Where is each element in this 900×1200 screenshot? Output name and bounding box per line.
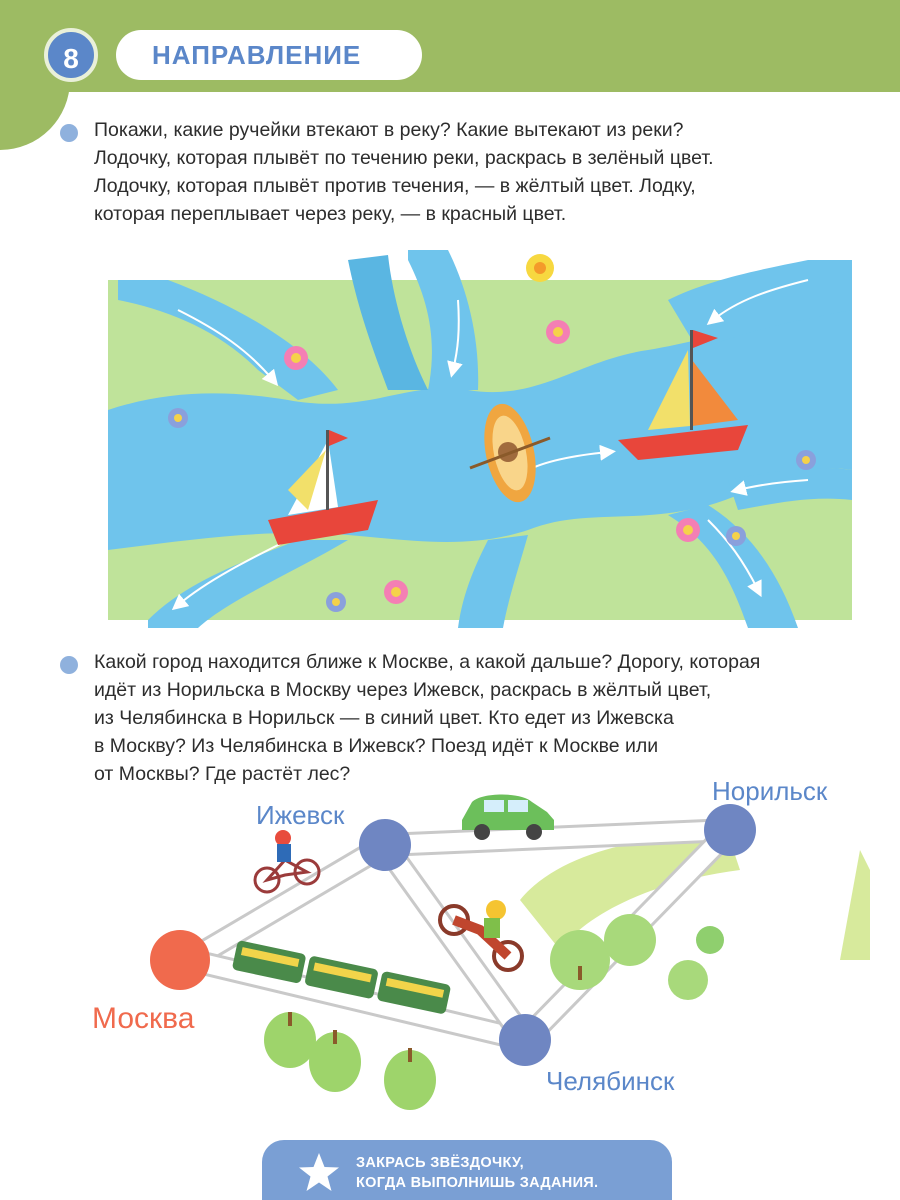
page-title: НАПРАВЛЕНИЕ	[152, 40, 362, 70]
city-node-izhevsk	[359, 819, 411, 871]
task1-line: Покажи, какие ручейки втекают в реку? Какие вытекают из реки?	[94, 119, 684, 141]
task2-line: в Москву? Из Челябинска в Ижевск? Поезд идёт к Москве или	[94, 735, 659, 757]
flower	[796, 450, 816, 470]
task2-line: из Челябинска в Норильск — в синий цвет. Кто едет из Ижевска	[94, 707, 674, 729]
river-illustration	[108, 240, 852, 628]
flower	[726, 526, 746, 546]
task1-line: Лодочку, которая плывёт по течению реки, раскрась в зелёный цвет.	[94, 147, 714, 169]
grass-patch	[840, 850, 870, 960]
task2-bullet-icon	[60, 656, 78, 674]
city-node-chelyabinsk	[499, 1014, 551, 1066]
flower	[326, 592, 346, 612]
city-node-moscow	[150, 930, 210, 990]
task2-line: от Москвы? Где растёт лес?	[94, 763, 351, 785]
tree	[696, 926, 724, 954]
city-label-moscow: Москва	[92, 1002, 195, 1035]
city-label-chelyabinsk: Челябинск	[546, 1066, 675, 1096]
footer-text	[356, 1153, 598, 1193]
task1-line: Лодочку, которая плывёт против течения, — в жёлтый цвет. Лодку,	[94, 175, 696, 197]
tree	[604, 914, 656, 966]
tree	[264, 1012, 316, 1068]
flower	[546, 320, 570, 344]
flower	[676, 518, 700, 542]
city-label-norilsk: Норильск	[712, 776, 828, 806]
city-node-norilsk	[704, 804, 756, 856]
flower	[384, 580, 408, 604]
route-map	[140, 790, 870, 1120]
star-icon[interactable]	[296, 1150, 342, 1196]
flower	[526, 254, 554, 282]
city-label-izhevsk: Ижевск	[256, 800, 345, 830]
task2-line: Какой город находится ближе к Москве, а какой дальше? Дорогу, которая	[94, 651, 761, 673]
tree	[309, 1030, 361, 1092]
tree	[550, 930, 610, 990]
footer-line: ЗАКРАСЬ ЗВЁЗДОЧКУ,	[356, 1155, 524, 1171]
bicycle	[255, 830, 319, 892]
flower	[168, 408, 188, 428]
task1-line: которая переплывает через реку, — в красный цвет.	[94, 203, 567, 225]
tree	[384, 1048, 436, 1110]
page-number: 8	[44, 28, 98, 82]
tree	[668, 960, 708, 1000]
task1-bullet-icon	[60, 124, 78, 142]
task1-text	[94, 116, 714, 228]
flower	[284, 346, 308, 370]
task2-line: идёт из Норильска в Москву через Ижевск, раскрась в жёлтый цвет,	[94, 679, 712, 701]
footer-line: КОГДА ВЫПОЛНИШЬ ЗАДАНИЯ.	[356, 1175, 599, 1191]
task2-text	[94, 648, 760, 788]
